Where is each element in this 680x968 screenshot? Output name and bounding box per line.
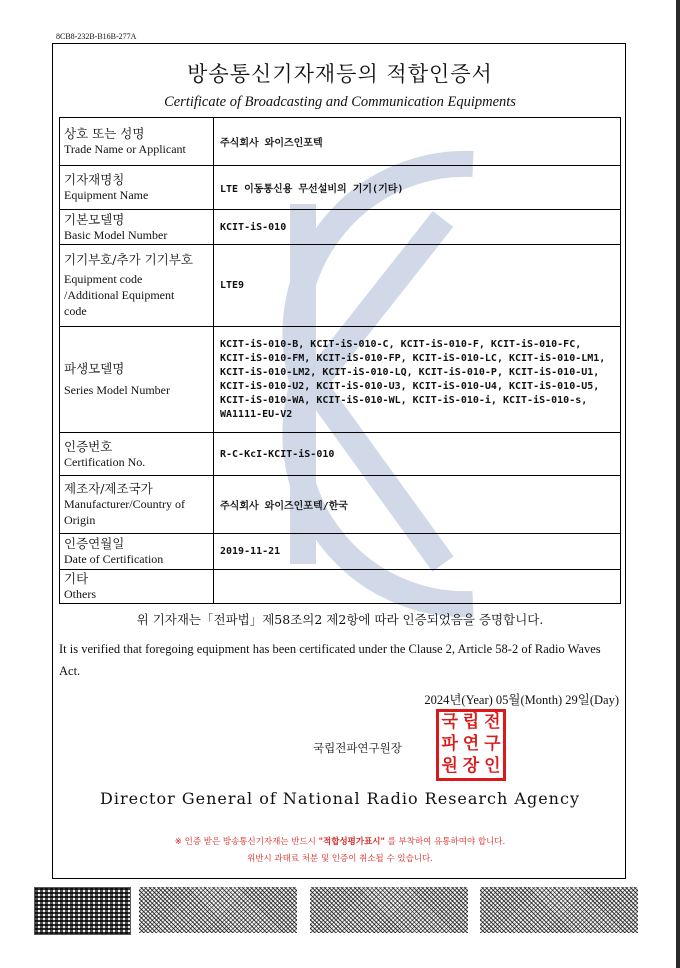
value-date-of-certification: 2019-11-21 (214, 534, 621, 570)
statement-korean: 위 기자재는「전파법」제58조의2 제2항에 따라 인증되었음을 증명합니다. (136, 612, 544, 627)
value-basic-model: KCIT-iS-010 (214, 210, 621, 245)
label-ko: 상호 또는 성명 (64, 126, 145, 141)
row-manufacturer (60, 476, 621, 534)
verification-code-block-3 (480, 887, 638, 933)
value-others (214, 570, 621, 604)
notice-line-1-a: ※ 인증 받은 방송통신기자재는 반드시 (174, 837, 316, 847)
value-equipment-code: LTE9 (214, 245, 621, 327)
value-manufacturer: 주식회사 와이즈인포텍/한국 (214, 476, 621, 534)
row-trade-name (60, 118, 621, 166)
statement-english: It is verified that foregoing equipment has been certificated under the Clause 2, Article 58-2 of Radio Waves Act. (59, 642, 601, 678)
value-certification-no: R-C-KcI-KCIT-iS-010 (214, 433, 621, 476)
notice-line-2: 위반시 과태료 처분 및 인증이 취소될 수 있습니다. (247, 854, 433, 864)
notice-line-1-c: 를 부착하여 유통하여야 합니다. (387, 837, 506, 847)
page-edge-shadow (676, 0, 680, 968)
label-ko: 기기부호/추가 기기부호 (64, 252, 193, 267)
row-others (60, 570, 621, 604)
label-ko: 제조자/제조국가 (64, 481, 153, 496)
certificate-info-table (59, 117, 621, 604)
verification-code-block-1 (139, 887, 297, 933)
verification-code-block-2 (310, 887, 468, 933)
label-en: Trade Name or Applicant (64, 142, 186, 156)
row-equipment-name (60, 166, 621, 210)
label-ko: 기본모델명 (64, 211, 125, 227)
notice-line-1-b: "적합성평가표시" (318, 837, 385, 847)
label-ko: 인증번호 (64, 438, 113, 454)
qr-code (34, 887, 131, 935)
notice-line-1 (53, 835, 627, 847)
issue-date: 2024년(Year) 05월(Month) 29일(Day) (424, 693, 619, 707)
label-en: Manufacturer/Country of Origin (64, 497, 185, 527)
label-en: Certification No. (64, 454, 146, 469)
label-ko: 파생모델명 (64, 361, 125, 376)
label-ko: 인증연월일 (64, 536, 125, 551)
label-en: Date of Certification (64, 552, 164, 566)
document-id: 8CB8-232B-B16B-277A (56, 32, 137, 41)
label-ko: 기타 (64, 571, 89, 586)
row-equipment-code (60, 245, 621, 327)
row-certification-no (60, 433, 621, 476)
label-en: Others (64, 587, 96, 601)
label-en: Equipment code /Additional Equipment code (64, 272, 175, 318)
certificate-page (52, 43, 626, 879)
label-en: Equipment Name (64, 188, 149, 202)
label-en: Series Model Number (64, 383, 170, 397)
value-equipment-name: LTE 이동통신용 무선설비의 기기(기타) (214, 166, 621, 210)
official-seal: 국 립 전 파 연 구 원 장 인 (436, 709, 506, 781)
label-ko: 기자재명칭 (64, 172, 125, 187)
value-trade-name: 주식회사 와이즈인포텍 (214, 118, 621, 166)
title-korean: 방송통신기자재등의 적합인증서 (187, 62, 493, 86)
row-date-of-certification (60, 534, 621, 570)
label-en: Basic Model Number (64, 227, 168, 242)
title-english: Certificate of Broadcasting and Communication Equipments (164, 94, 516, 110)
value-series-model: KCIT-iS-010-B, KCIT-iS-010-C, KCIT-iS-010-F, KCIT-iS-010-FC, KCIT-iS-010-FM, KCIT-iS-010-FP, KCIT-iS-010-LC, KCIT-iS-010-LM1, KCIT-iS-010-LM2, KCIT-iS-010-LQ, KCIT-iS-010-P, KCIT-iS-010-U1, KCIT-iS-010-U2, KCIT-iS-010-U3, KCIT-iS-010-U4, KCIT-iS-010-U5, KCIT-iS-010-WA, KCIT-iS-010-WL, KCIT-iS-010-i, KCIT-iS-010-s, WA1111-EU-V2 (214, 327, 621, 433)
issuer-korean: 국립전파연구원장 (313, 741, 402, 755)
row-series-model (60, 327, 621, 433)
row-basic-model (60, 210, 621, 245)
director-title: Director General of National Radio Research Agency (100, 789, 580, 808)
